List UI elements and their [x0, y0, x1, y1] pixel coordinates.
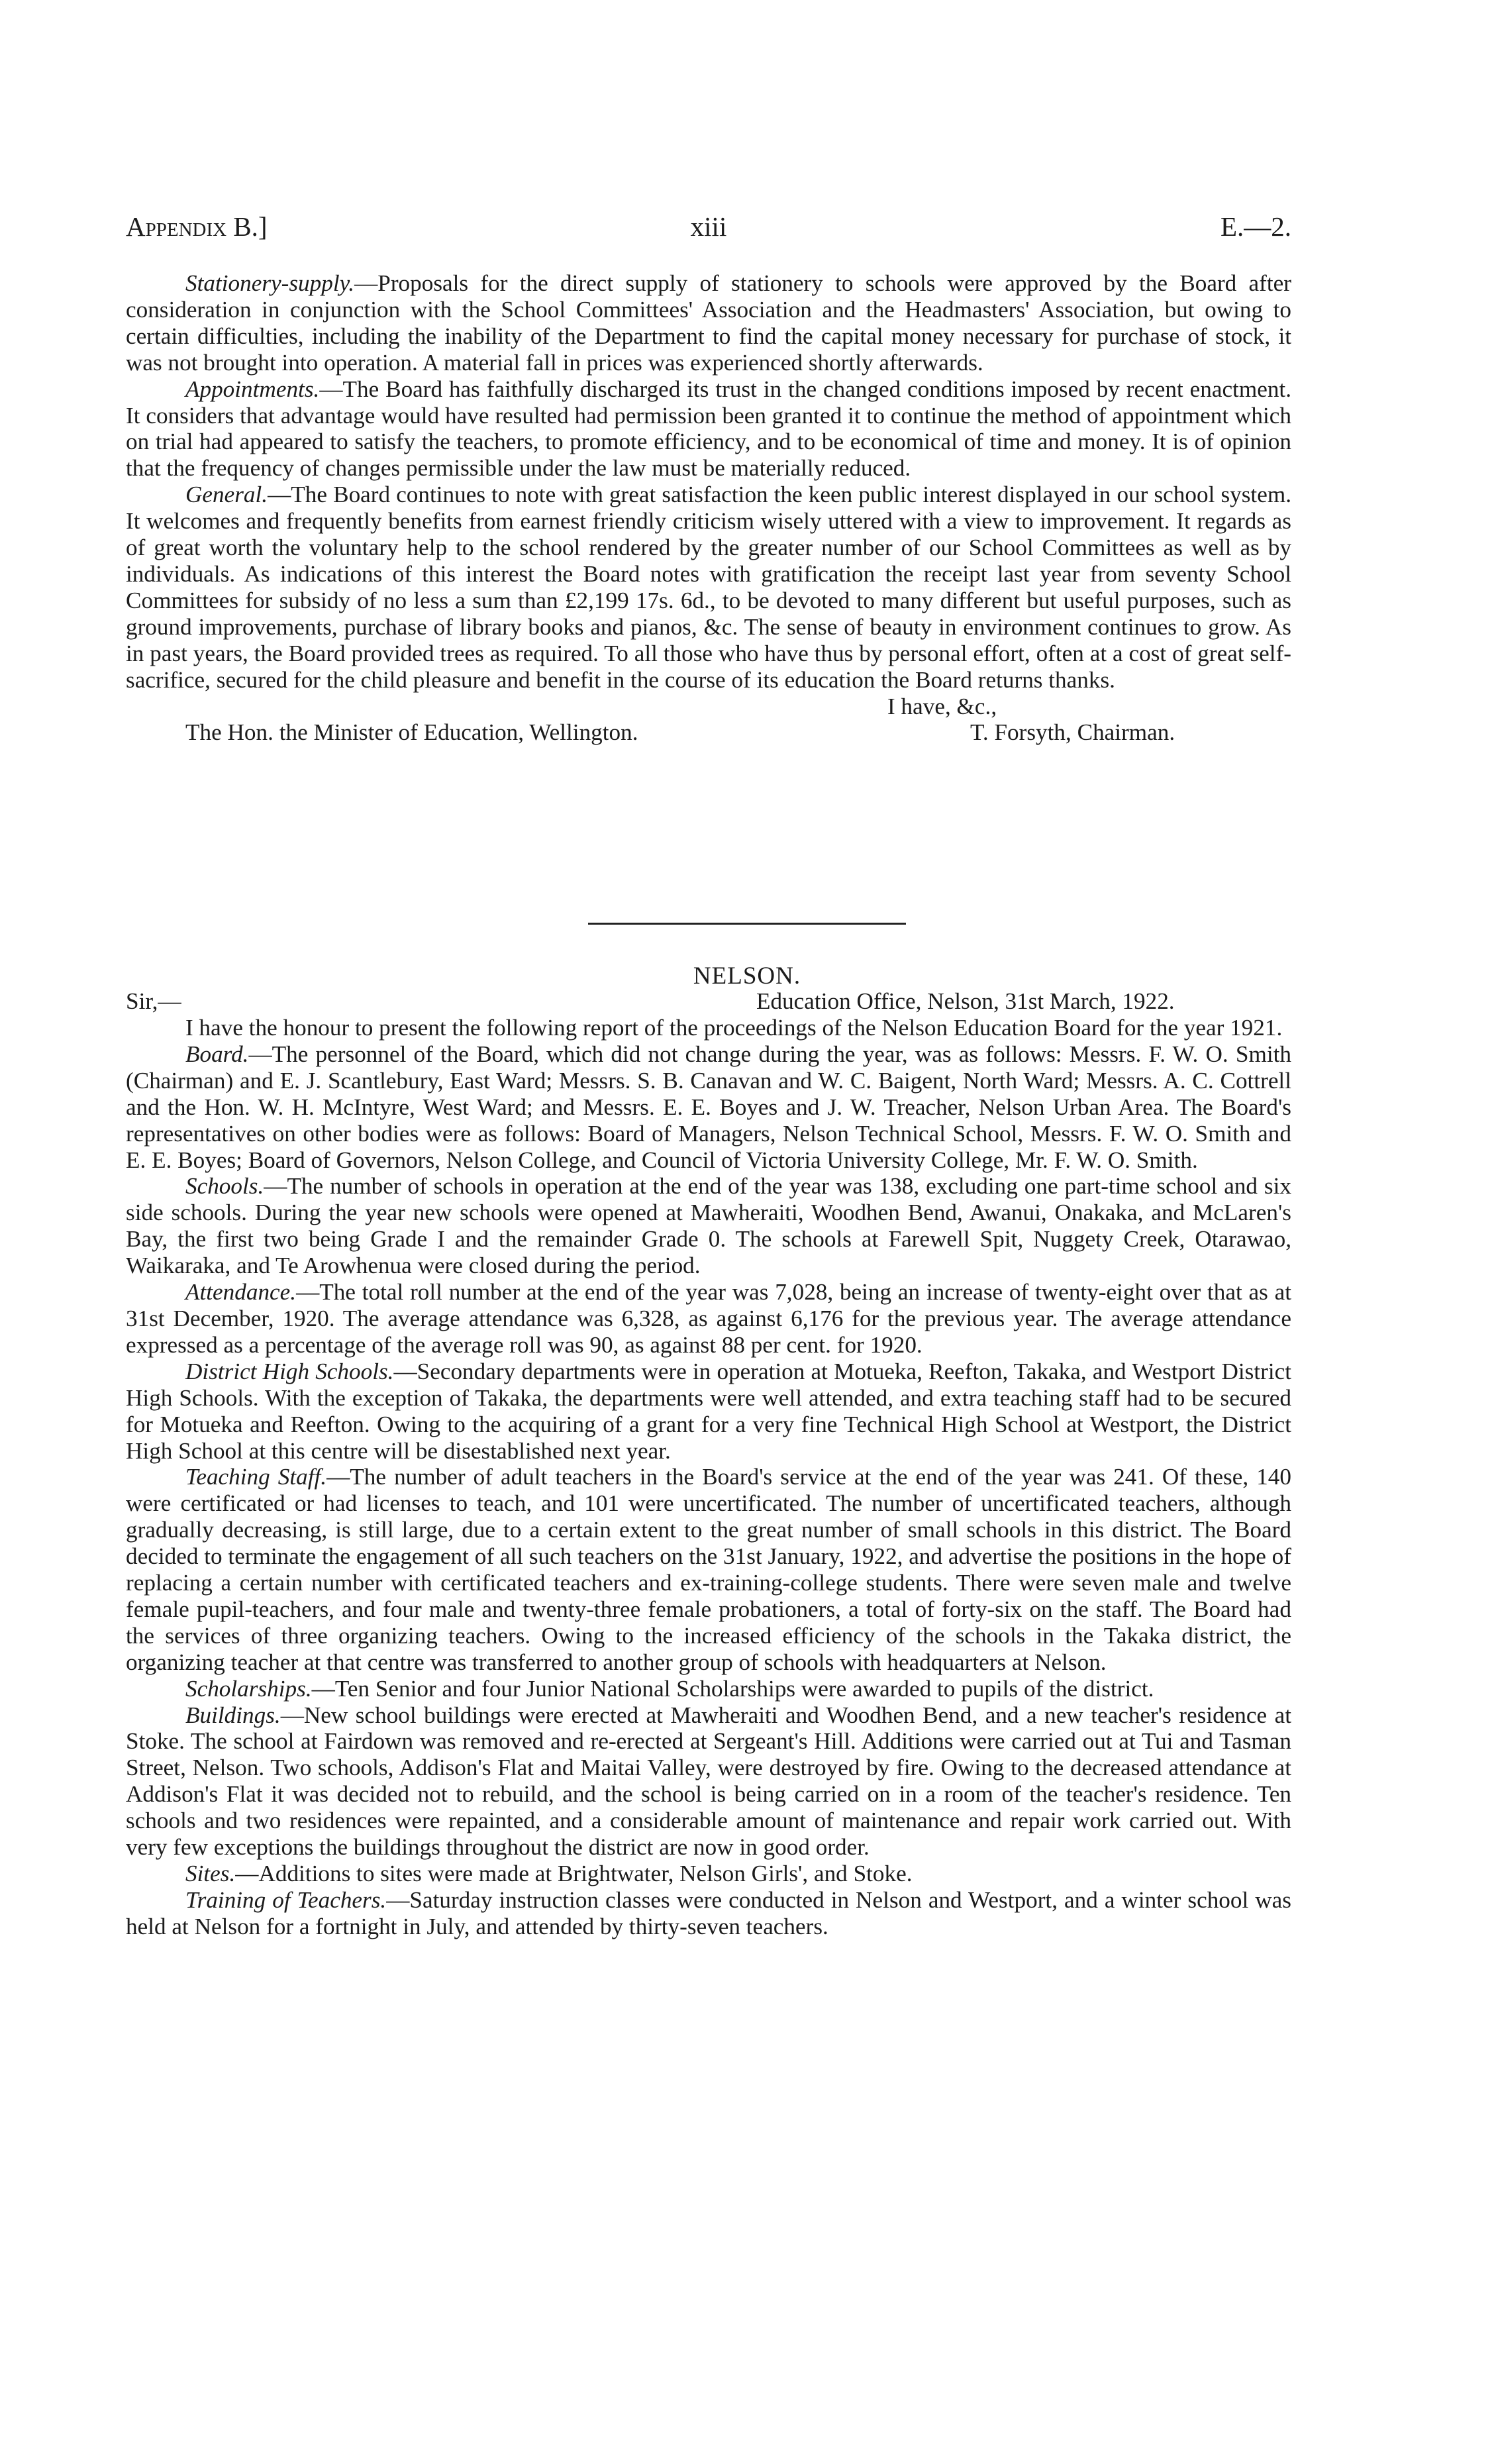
paragraph-body: —New school buildings were erected at Mawheraiti and Woodhen Bend, and a new teacher's residence at Stoke. The school at Fairdown was removed and re-erected at Sergeant's Hill. Additions were carried out at Tui and Tasman Street, Nelson. Two schools, Addison's Flat and Maitai Valley, were destroyed by fire. Owing to the decreased attendance at Addison's Flat it was decided not to rebuild, and the school is being carried on in a room of the teacher's residence. Ten schools and two residences were repainted, and a considerable amount of maintenance and repair work carried out. With very few exceptions the buildings throughout the district are now in good order. [126, 1702, 1291, 1861]
paragraph-body: —Saturday instruction classes were conducted in Nelson and Westport, and a winter school was held at Nelson for a fortnight in July, and attended by thirty-seven teachers. [126, 1886, 1291, 1939]
paragraph-body: —The Board has faithfully discharged its trust in the changed conditions imposed by recent enactment. It considers that advantage would have resulted had permission been granted it to continue the method of appointment which on trial had appeared to satisfy the teachers, to promote efficiency, and to be economical of time and money. It is of opinion that the frequency of changes permissible under the law must be materially reduced. [126, 376, 1291, 482]
paragraph-lead: Sites. [185, 1861, 236, 1886]
nelson-report-section [126, 959, 1291, 1940]
paragraph-body: —The total roll number at the end of the year was 7,028, being an increase of twenty-eight over that as at 31st December, 1920. The average attendance was 6,328, as against 6,176 for the previous year. The average attendance expressed as a percentage of the average roll was 90, as against 88 per cent. for 1920. [126, 1279, 1291, 1358]
paragraph-attendance [126, 1279, 1291, 1359]
paragraph-body: —Secondary departments were in operation at Motueka, Reefton, Takaka, and Westport District High Schools. With the exception of Takaka, the departments were well attended, and extra teaching staff had to be secured for Motueka and Reefton. Owing to the acquiring of a grant for a very fine Technical High School at Westport, the District High School at this centre will be disestablished next year. [126, 1358, 1292, 1464]
paragraph-general [126, 482, 1291, 693]
previous-report-section [126, 270, 1291, 746]
paragraph-lead: Stationery-supply. [185, 270, 355, 296]
signature-row [126, 719, 1291, 746]
paragraph-lead: Schools. [185, 1173, 264, 1200]
salutation: Sir,— [126, 988, 181, 1014]
paragraph-buildings [126, 1702, 1291, 1861]
paragraph-body: —The Board continues to note with great satisfaction the keen public interest displayed in our school system. It welcomes and frequently benefits from earnest friendly criticism wisely uttered with a view to improvement. It regards as of great worth the voluntary help to the school rendered by the greater number of our School Committees as well as by individuals. As indications of this interest the Board notes with gratification the receipt last year from seventy School Committees for subsidy of no less a sum than £2,199 17s. 6d., to be devoted to many different but useful purposes, such as ground improvements, purchase of library books and pianos, &c. The sense of beauty in environment continues to grow. As in past years, the Board provided trees as required. To all those who have thus by personal effort, often at a cost of great self-sacrifice, secured for the child pleasure and benefit in the course of its education the Board returns thanks. [126, 482, 1291, 693]
paragraph-lead: Training of Teachers. [185, 1886, 387, 1913]
paragraph-lead: General. [185, 482, 268, 508]
paragraph-body: —Additions to sites were made at Brightwater, Nelson Girls', and Stoke. [235, 1861, 913, 1886]
dateline: Education Office, Nelson, 31st March, 1922. [756, 988, 1175, 1014]
salutation-row [126, 988, 1291, 1015]
section-divider [588, 923, 906, 925]
paragraph-lead: Attendance. [185, 1279, 297, 1306]
paragraph-intro: I have the honour to present the following report of the proceedings of the Nelson Education Board for the year 1921. [185, 1015, 1283, 1041]
paragraph-body: —Proposals for the direct supply of stationery to schools were approved by the Board after consideration in conjunction with the School Committees' Association and the Headmasters' Association, but owing to certain difficulties, including the inability of the Department to find the capital money necessary for purchase of stock, it was not brought into operation. A material fall in prices was experienced shortly afterwards. [126, 270, 1291, 376]
paragraph-district-high-schools [126, 1359, 1291, 1464]
paragraph-teaching-staff [126, 1464, 1291, 1675]
header-page-number: xiii [690, 211, 727, 242]
addressee: The Hon. the Minister of Education, Wellington. [185, 719, 638, 746]
paragraph-lead: District High Schools. [185, 1358, 394, 1384]
paragraph-body: —The number of schools in operation at the end of the year was 138, excluding one part-time school and six side schools. During the year new schools were opened at Mawheraiti, Woodhen Bend, Awanui, Onakaka, and McLaren's Bay, the first two being Grade I and the remainder Grade 0. The schools at Farewell Spit, Nuggety Creek, Otarawao, Waikaraka, and Te Arowhenua were closed during the period. [126, 1173, 1291, 1279]
header-appendix: Appendix B.] [126, 211, 268, 242]
paragraph-body: —The personnel of the Board, which did not change during the year, was as follows: Messrs. F. W. O. Smith (Chairman) and E. J. Scantlebury, East Ward; Messrs. S. B. Canavan and W. C. Baigent, North Ward; Messrs. A. C. Cottrell and the Hon. W. H. McIntyre, West Ward; and Messrs. E. E. Boyes and J. W. Treacher, Nelson Urban Area. The Board's representatives on other bodies were as follows: Board of Managers, Nelson Technical School, Messrs. F. W. O. Smith and E. E. Boyes; Board of Governors, Nelson College, and Council of Victoria University College, Mr. F. W. O. Smith. [126, 1041, 1291, 1173]
paragraph-lead: Scholarships. [185, 1675, 312, 1702]
paragraph-training-of-teachers [126, 1887, 1291, 1940]
paragraph-sites [126, 1861, 1291, 1887]
section-title-nelson: NELSON. [693, 962, 801, 990]
paragraph-scholarships [126, 1676, 1291, 1702]
paragraph-board [126, 1041, 1291, 1174]
paragraph-appointments [126, 376, 1291, 482]
paragraph-lead: Appointments. [185, 376, 320, 402]
closing-line: I have, &c., [887, 693, 997, 719]
header-series: E.—2. [1220, 211, 1291, 242]
paragraph-lead: Teaching Staff. [185, 1464, 327, 1490]
paragraph-lead: Buildings. [185, 1702, 281, 1728]
paragraph-lead: Board. [185, 1041, 249, 1067]
paragraph-stationery [126, 270, 1291, 376]
page-header [126, 211, 1291, 250]
paragraph-body: —The number of adult teachers in the Board's service at the end of the year was 241. Of these, 140 were certificated or had licenses to teach, and 101 were uncertificated. The number of uncertificated teachers, although gradually decreasing, is still large, due to a certain extent to the great number of small schools in this district. The Board decided to terminate the engagement of all such teachers on the 31st January, 1922, and advertise the positions in the hope of replacing a certain number with certificated teachers and ex-training-college students. There were seven male and twelve female pupil-teachers, and four male and twenty-three female probationers, a total of forty-six on the staff. The Board had the services of three organizing teachers. Owing to the increased efficiency of the schools in the Takaka district, the organizing teacher at that centre was transferred to another group of schools with headquarters at Nelson. [126, 1464, 1291, 1675]
paragraph-body: —Ten Senior and four Junior National Scholarships were awarded to pupils of the district. [311, 1675, 1154, 1702]
paragraph-schools [126, 1173, 1291, 1279]
signatory: T. Forsyth, Chairman. [970, 719, 1175, 746]
